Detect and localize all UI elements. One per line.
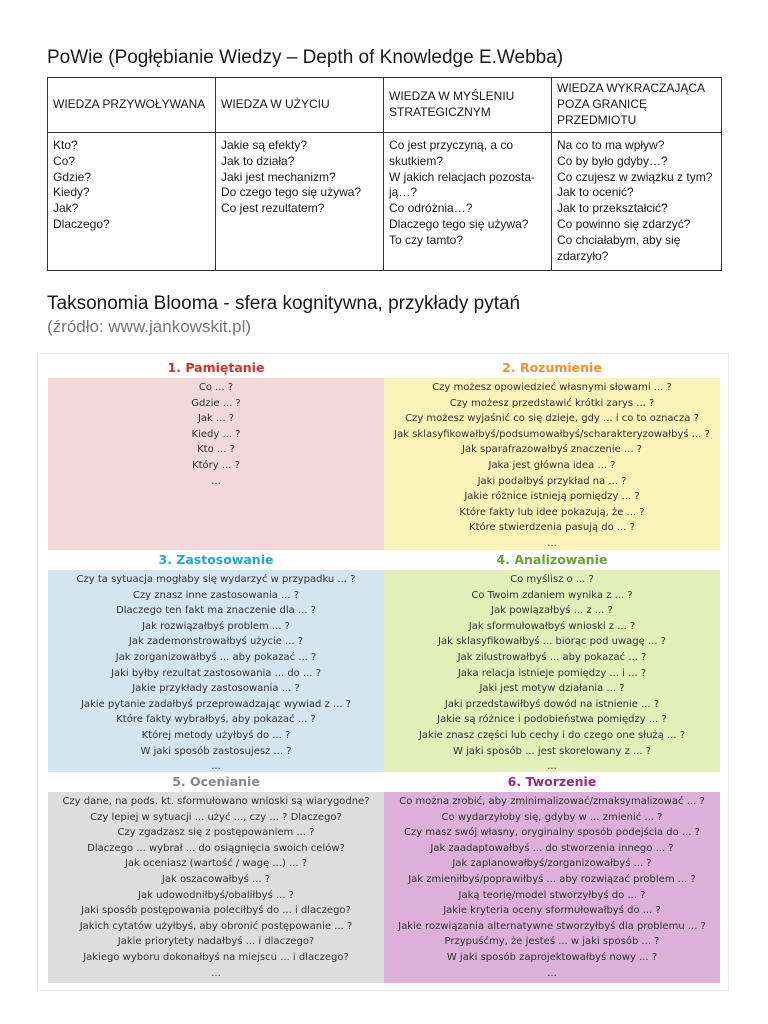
dok-question: Co powinno się zdarzyć? (557, 216, 691, 231)
bloom-question: Które fakty lub idee pokazują, że ... ? (459, 506, 645, 518)
bloom-question: Jakie znasz części lub cechy i do czego one służą ... ? (418, 729, 686, 741)
quadrant-title: 5. Ocenianie (48, 772, 384, 792)
dok-body-row (48, 133, 722, 271)
bloom-source: (źródło: www.jankowskit.pl) (47, 317, 252, 336)
quadrant-understanding (384, 358, 720, 554)
dok-question: Co chciałabym, aby się (557, 232, 681, 247)
bloom-question: Jak oceniasz (wartość / wagę ...) ... ? (124, 858, 308, 870)
quadrant-list (48, 792, 384, 983)
dok-question: Kiedy? (53, 185, 90, 200)
bloom-question: Czy dane, na pods. kt. sformułowano wnioski są wiarygodne? (62, 796, 370, 807)
bloom-question: Jak sklasyfikowałbyś ... biorąc pod uwagę ... ? (438, 636, 666, 648)
bloom-question: ... (547, 761, 557, 773)
bloom-question: Jak sparafrazowałbyś znaczenie ... ? (462, 444, 642, 456)
bloom-question: ... (547, 537, 557, 549)
bloom-question: Jaka jest główna idea ... ? (488, 459, 616, 471)
quadrant-title: 3. Zastosowanie (48, 550, 384, 570)
bloom-question: Jak zaadaptowałbyś ... do stworzenia innego ... ? (430, 842, 674, 854)
dok-title: PoWie (Pogłębianie Wiedzy – Depth of Knowledge E.Webba) (47, 47, 564, 68)
dok-question: Co by było gdyby…? (557, 153, 668, 168)
dok-question: skutkiem? (389, 153, 444, 168)
bloom-question: Co ... ? (198, 382, 234, 393)
bloom-question: W jaki sposób zaprojektowałbyś nowy ... ? (446, 951, 658, 963)
dok-question: Dlaczego? (53, 216, 110, 231)
bloom-question: W jaki sposób ... jest skorelowany z ... ? (452, 745, 652, 757)
dok-question: W jakich relacjach pozosta- (389, 169, 536, 184)
dok-col-extended (552, 133, 722, 271)
quadrant-list (48, 378, 384, 554)
quadrant-list (384, 570, 720, 774)
dok-question: Jakie są efekty? (221, 138, 308, 152)
dok-question: ją…? (389, 185, 418, 200)
dok-col-strategic (384, 133, 552, 271)
dok-question: Jaki jest mechanizm? (221, 169, 336, 184)
bloom-question: Jaka relacja istnieje pomiędzy ... i ... ? (457, 667, 647, 679)
bloom-question: W jaki sposób zastosujesz ... ? (140, 745, 292, 757)
dok-question: Co jest przyczyną, a co (389, 138, 514, 152)
bloom-question: Kiedy ... ? (191, 428, 241, 440)
bloom-question: Czy możesz wyjaśnić co się dzieje, gdy ... i co to oznacza ? (405, 413, 699, 425)
bloom-question: Jakie priorytety nadałbyś ... i dlaczego? (117, 936, 315, 948)
bloom-question: Jaki byłby rezultat zastosowania ... do ... ? (111, 667, 321, 679)
bloom-question: Które fakty wybrałbyś, aby pokazać ... ? (116, 714, 316, 726)
quadrant-list (384, 792, 720, 983)
bloom-question: Dlaczego ... wybrał ... do osiągnięcia swoich celów? (87, 842, 345, 854)
bloom-question: Jak rozwiązałbyś problem ... ? (142, 620, 290, 632)
quadrant-creating (384, 772, 720, 983)
quadrant-title: 4. Analizowanie (384, 550, 720, 570)
dok-question: Jak to działa? (221, 153, 295, 168)
dok-header-row (48, 78, 722, 133)
quadrant-list (384, 378, 720, 554)
dok-header-cell: WIEDZA PRZYWOŁYWANA (48, 78, 216, 133)
quadrant-list (48, 570, 384, 774)
bloom-question: Jak sklasyfikowałbyś/podsumowałbyś/scharakteryzowałbyś ... ? (394, 428, 710, 440)
bloom-question: Jaki sposób postępowania poleciłbyś do ... i dlaczego? (81, 905, 351, 917)
quadrant-applying (48, 550, 384, 774)
bloom-question: Jak ... ? (197, 413, 235, 425)
dok-question: Dlaczego tego się używa? (389, 216, 529, 231)
bloom-question: Jakie przykłady zastosowania ... ? (132, 683, 300, 695)
dok-col-use (216, 133, 384, 271)
bloom-grid (37, 353, 729, 991)
bloom-question: Której metody użyłbyś do ... ? (141, 729, 291, 741)
bloom-question: Jaki jest motyw działania ... ? (479, 683, 625, 695)
dok-header-cell: WIEDZA W MYŚLENIU STRATEGICZNYM (384, 78, 552, 133)
bloom-question: ... (211, 475, 221, 487)
quadrant-remembering (48, 358, 384, 554)
bloom-question: Czy zgadzasz się z postępowaniem ... ? (117, 827, 315, 839)
dok-table (47, 77, 722, 271)
bloom-question: Jak zademonstrowałbyś użycie ... ? (128, 636, 304, 648)
bloom-question: Co myślisz o ... ? (510, 574, 594, 585)
quadrant-title: 6. Tworzenie (384, 772, 720, 792)
dok-question: Jak? (53, 201, 79, 216)
dok-header-cell: WIEDZA WYKRACZAJĄCA POZA GRANICĘ PRZEDMIOTU (552, 78, 722, 133)
quadrant-analyzing (384, 550, 720, 774)
dok-question: To czy tamto? (389, 232, 464, 247)
bloom-question: Przypuśćmy, że jesteś ... w jaki sposób ... ? (444, 936, 660, 948)
bloom-question: Czy ta sytuacja mogłaby się wydarzyć w przypadku ... ? (76, 574, 356, 585)
dok-question: Co czujesz w związku z tym? (557, 169, 713, 184)
dok-question: Kto? (53, 138, 78, 152)
bloom-question: Jak powiązałbyś ... z ... ? (491, 605, 613, 617)
bloom-question: Jak udowodniłbyś/obaliłbyś ... ? (138, 889, 294, 901)
bloom-question: Jaki podałbyś przykład na ... ? (477, 475, 627, 487)
bloom-question: Czy znasz inne zastosowania ... ? (132, 589, 300, 601)
bloom-question: Czy możesz przedstawić krótki zarys ... ? (449, 397, 655, 409)
bloom-question: Jak zilustrowałbyś ... aby pokazać ... ? (457, 651, 647, 663)
dok-question: Jak to ocenić? (557, 185, 634, 200)
quadrant-evaluating (48, 772, 384, 983)
dok-question: zdarzyło? (557, 248, 609, 263)
bloom-question: ... (211, 967, 221, 979)
bloom-question: Kto ... ? (197, 444, 235, 456)
bloom-question: Czy możesz opowiedzieć własnymi słowami ... ? (432, 382, 672, 393)
bloom-question: ... (547, 967, 557, 979)
bloom-question: Jak zorganizowałbyś ... aby pokazać ... ? (115, 651, 317, 663)
bloom-question: Czy lepiej w sytuacji ... użyć ..., czy ... ? Dlaczego? (90, 811, 342, 823)
bloom-question: Jakie kryteria oceny sformułowałbyś do ... ? (443, 905, 661, 917)
bloom-question: Jak zaplanowałbyś/zorganizowałbyś ... ? (452, 858, 652, 870)
bloom-question: Jaką teorię/model stworzyłbyś do ... ? (458, 889, 646, 901)
quadrant-title: 2. Rozumienie (384, 358, 720, 378)
bloom-question: Jakie pytanie zadałbyś przeprowadzając wywiad z ... ? (80, 698, 352, 710)
bloom-question: Gdzie ... ? (191, 397, 241, 409)
dok-question: Jak to przekształcić? (557, 201, 668, 216)
dok-col-recall (48, 133, 216, 271)
bloom-question: Co Twoim zdaniem wynika z ... ? (471, 589, 633, 601)
bloom-question: Który ... ? (192, 459, 240, 471)
bloom-question: Co można zrobić, aby zminimalizować/zmaksymalizować ... ? (399, 796, 705, 807)
dok-question: Gdzie? (53, 169, 92, 184)
bloom-question: Które stwierdzenia pasują do ... ? (469, 522, 635, 534)
dok-question: Co? (53, 153, 76, 168)
bloom-question: Jakie różnice istnieją pomiędzy ... ? (464, 491, 640, 503)
bloom-question: Jakie rozwiązania alternatywne stworzyłbyś dla problemu ... ? (398, 920, 706, 932)
dok-question: Co jest rezultatem? (221, 201, 325, 216)
bloom-title: Taksonomia Blooma - sfera kognitywna, przykłady pytań (47, 293, 521, 314)
bloom-question: Jakiego wyboru dokonałbyś na miejscu ... i dlaczego? (83, 951, 349, 963)
bloom-question: Jak oszacowałbyś ... ? (161, 873, 271, 885)
dok-question: Na co to ma wpływ? (557, 138, 665, 152)
bloom-question: Jak sformułowałbyś wnioski z ... ? (468, 620, 636, 632)
dok-header-cell: WIEDZA W UŻYCIU (216, 78, 384, 133)
dok-question: Co odróżnia…? (389, 201, 473, 216)
bloom-question: Jaki przedstawiłbyś dowód na istnienie ... ? (444, 698, 660, 710)
bloom-question: Co wydarzyłoby się, gdyby w ... zmienić ... ? (441, 811, 663, 823)
bloom-question: Dlaczego ten fakt ma znaczenie dla ... ? (116, 605, 316, 617)
quadrant-title: 1. Pamiętanie (48, 358, 384, 378)
bloom-question: ... (211, 761, 221, 773)
bloom-question: Jak zmieniłbyś/poprawiłbyś ... aby rozwiązać problem ... ? (408, 873, 696, 885)
bloom-question: Jakich cytatów użyłbyś, aby obronić postępowanie ... ? (79, 920, 353, 932)
bloom-question: Czy masz swój własny, oryginalny sposób podejścia do ... ? (404, 827, 700, 839)
bloom-question: Jakie są różnice i podobieństwa pomiędzy ... ? (437, 714, 667, 726)
dok-question: Do czego tego się używa? (221, 185, 362, 200)
